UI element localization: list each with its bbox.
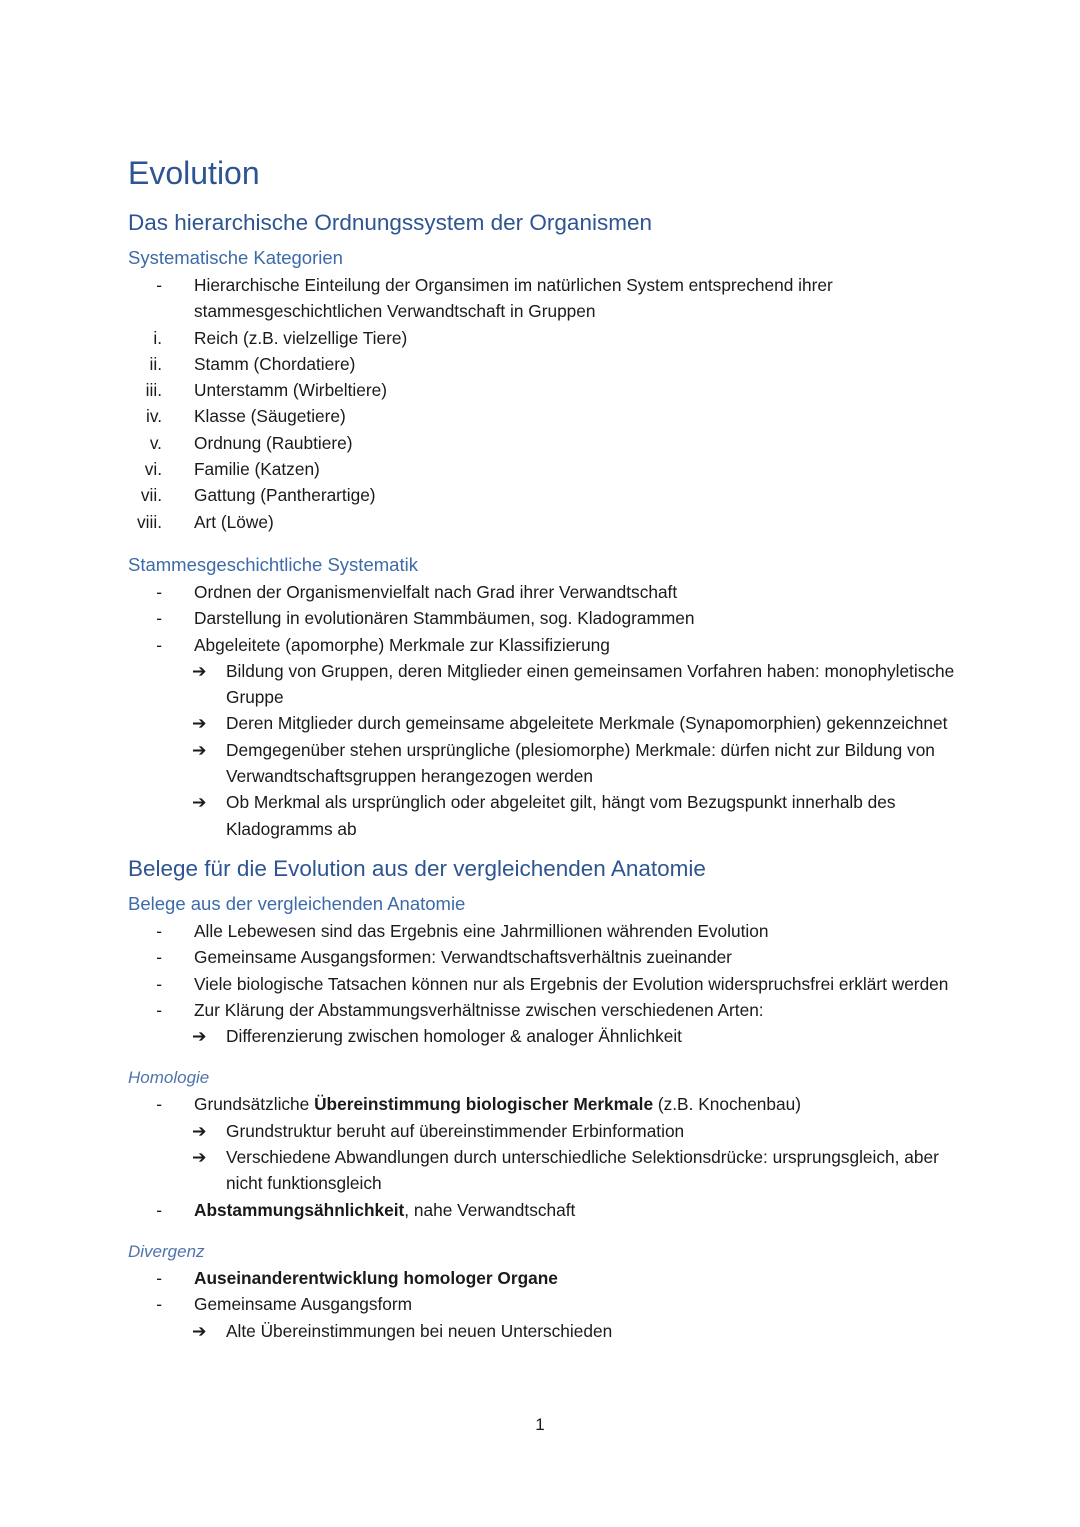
list-item (128, 944, 958, 970)
page-number: 1 (535, 1415, 545, 1434)
arrow-item (128, 789, 958, 842)
categories-list (128, 272, 958, 535)
list-item (128, 918, 958, 944)
arrow-icon: ➔ (192, 660, 207, 681)
bold-term: Abstammungsähnlichkeit (194, 1199, 405, 1220)
list-item (128, 1197, 958, 1223)
dash-marker: - (156, 999, 162, 1020)
dash-marker: - (156, 947, 162, 968)
dash-marker: - (156, 275, 162, 295)
list-item (128, 1291, 958, 1317)
roman-numeral: ii. (149, 353, 162, 374)
list-item-text: Zur Klärung der Abstammungsverhältnisse zwischen verschiedenen Arten: (194, 999, 764, 1020)
list-item-text: Ordnung (Raubtiere) (194, 432, 353, 453)
arrow-item-text: Ob Merkmal als ursprünglich oder abgeleitet gilt, hängt vom Bezugspunkt innerhalb des Kladogramms ab (226, 792, 896, 839)
text-run: (z.B. Knochenbau) (653, 1094, 801, 1115)
arrow-item-text: Differenzierung zwischen homologer & analoger Ähnlichkeit (226, 1026, 682, 1047)
arrow-item (128, 1023, 958, 1049)
bold-term: Auseinanderentwicklung homologer Organe (194, 1267, 558, 1288)
arrow-item (128, 1118, 958, 1144)
list-item-text: Art (Löwe) (194, 511, 274, 532)
dash-marker: - (156, 1199, 162, 1220)
list-item-text: Abgeleitete (apomorphe) Merkmale zur Klassifizierung (194, 634, 610, 655)
arrow-item (128, 1144, 958, 1197)
arrow-item-text: Demgegenüber stehen ursprüngliche (plesiomorphe) Merkmale: dürfen nicht zur Bildung von Verwandtschaftsgruppen herangezogen werden (226, 739, 935, 787)
list-item-text: Ordnen der Organismenvielfalt nach Grad ihrer Verwandtschaft (194, 581, 678, 602)
arrow-icon: ➔ (192, 739, 207, 760)
roman-numeral: viii. (137, 511, 162, 532)
list-item-text: Familie (Katzen) (194, 459, 320, 480)
list-item-text: Unterstamm (Wirbeltiere) (194, 380, 387, 401)
divergenz-list (128, 1265, 958, 1344)
arrow-icon: ➔ (192, 1120, 207, 1141)
roman-numeral: vii. (140, 485, 162, 506)
list-item (128, 509, 958, 535)
list-item-text: Gemeinsame Ausgangsform (194, 1294, 413, 1315)
list-item (128, 403, 958, 429)
section-heading-ordnungssystem: Das hierarchische Ordnungssystem der Organismen (128, 210, 652, 235)
arrow-icon: ➔ (192, 1147, 207, 1168)
text-run: , nahe Verwandtschaft (404, 1199, 576, 1220)
list-item-text (194, 1094, 801, 1114)
section-heading-belege: Belege für die Evolution aus der vergleichenden Anatomie (128, 855, 706, 881)
roman-numeral: iv. (146, 406, 162, 427)
dash-marker: - (156, 634, 162, 655)
dash-marker: - (156, 581, 162, 602)
roman-numeral: i. (153, 327, 162, 348)
arrow-item (128, 737, 958, 790)
arrow-item-text: Alte Übereinstimmungen bei neuen Unterschieden (226, 1320, 613, 1341)
page-title: Evolution (128, 155, 260, 191)
list-item-text: Gemeinsame Ausgangsformen: Verwandtschaftsverhältnis zueinander (194, 947, 732, 968)
arrow-icon: ➔ (192, 1026, 207, 1047)
subheading-homologie: Homologie (128, 1068, 210, 1088)
dash-marker: - (156, 1094, 162, 1115)
list-item (128, 272, 958, 325)
bold-term: Übereinstimmung biologischer Merkmale (314, 1094, 654, 1115)
list-item-text: Hierarchische Einteilung der Organsimen im natürlichen System entsprechend ihrer stammesgeschichtlichen Verwandtschaft in Gruppen (194, 275, 833, 322)
list-item-text: Stamm (Chordatiere) (194, 353, 356, 374)
dash-marker: - (156, 608, 162, 629)
list-item-text: Gattung (Pantherartige) (194, 485, 376, 506)
dash-marker: - (156, 920, 162, 941)
list-item (128, 351, 958, 377)
arrow-item-text: Deren Mitglieder durch gemeinsame abgeleitete Merkmale (Synapomorphien) gekennzeichnet (226, 713, 948, 734)
document-content (128, 150, 958, 1344)
list-item (128, 632, 958, 658)
dash-marker: - (156, 1267, 162, 1288)
list-item (128, 482, 958, 508)
arrow-item-text: Grundstruktur beruht auf übereinstimmender Erbinformation (226, 1120, 685, 1141)
list-item-text: Alle Lebewesen sind das Ergebnis eine Jahrmillionen währenden Evolution (194, 920, 769, 941)
dash-marker: - (156, 973, 162, 994)
belege-list (128, 918, 958, 1049)
roman-numeral: iii. (145, 380, 162, 401)
subheading-systematische-kategorien: Systematische Kategorien (128, 247, 343, 268)
arrow-item-text: Verschiedene Abwandlungen durch unterschiedliche Selektionsdrücke: ursprungsgleich, aber nicht funktionsgleich (226, 1147, 939, 1194)
roman-numeral: v. (149, 432, 162, 453)
list-item-text (194, 1200, 575, 1220)
arrow-icon: ➔ (192, 1320, 207, 1341)
text-run: Grundsätzliche (194, 1094, 315, 1115)
arrow-item (128, 1318, 958, 1344)
list-item (128, 971, 958, 997)
list-item (128, 1091, 958, 1117)
list-item (128, 605, 958, 631)
list-item (128, 997, 958, 1023)
arrow-item-text: Bildung von Gruppen, deren Mitglieder einen gemeinsamen Vorfahren haben: monophyletische Gruppe (226, 660, 955, 708)
list-item (128, 1265, 958, 1291)
roman-numeral: vi. (144, 459, 162, 480)
dash-marker: - (156, 1294, 162, 1315)
arrow-icon: ➔ (192, 792, 207, 813)
arrow-item (128, 710, 958, 736)
systematik-list (128, 579, 958, 842)
list-item-text: Klasse (Säugetiere) (194, 406, 346, 427)
arrow-icon: ➔ (192, 713, 207, 734)
list-item (128, 579, 958, 605)
list-item (128, 456, 958, 482)
list-item (128, 430, 958, 456)
subheading-divergenz: Divergenz (128, 1241, 205, 1261)
list-item-text: Reich (z.B. vielzellige Tiere) (194, 327, 408, 348)
subheading-belege-anatomie: Belege aus der vergleichenden Anatomie (128, 892, 466, 914)
subheading-stammesgeschichtliche-systematik: Stammesgeschichtliche Systematik (128, 553, 418, 575)
list-item (128, 325, 958, 351)
list-item (128, 377, 958, 403)
list-item-text: Darstellung in evolutionären Stammbäumen, sog. Kladogrammen (194, 608, 695, 629)
list-item-text: Viele biologische Tatsachen können nur als Ergebnis der Evolution widerspruchsfrei erklärt werden (194, 973, 949, 994)
arrow-item (128, 658, 958, 711)
homologie-list (128, 1091, 958, 1222)
